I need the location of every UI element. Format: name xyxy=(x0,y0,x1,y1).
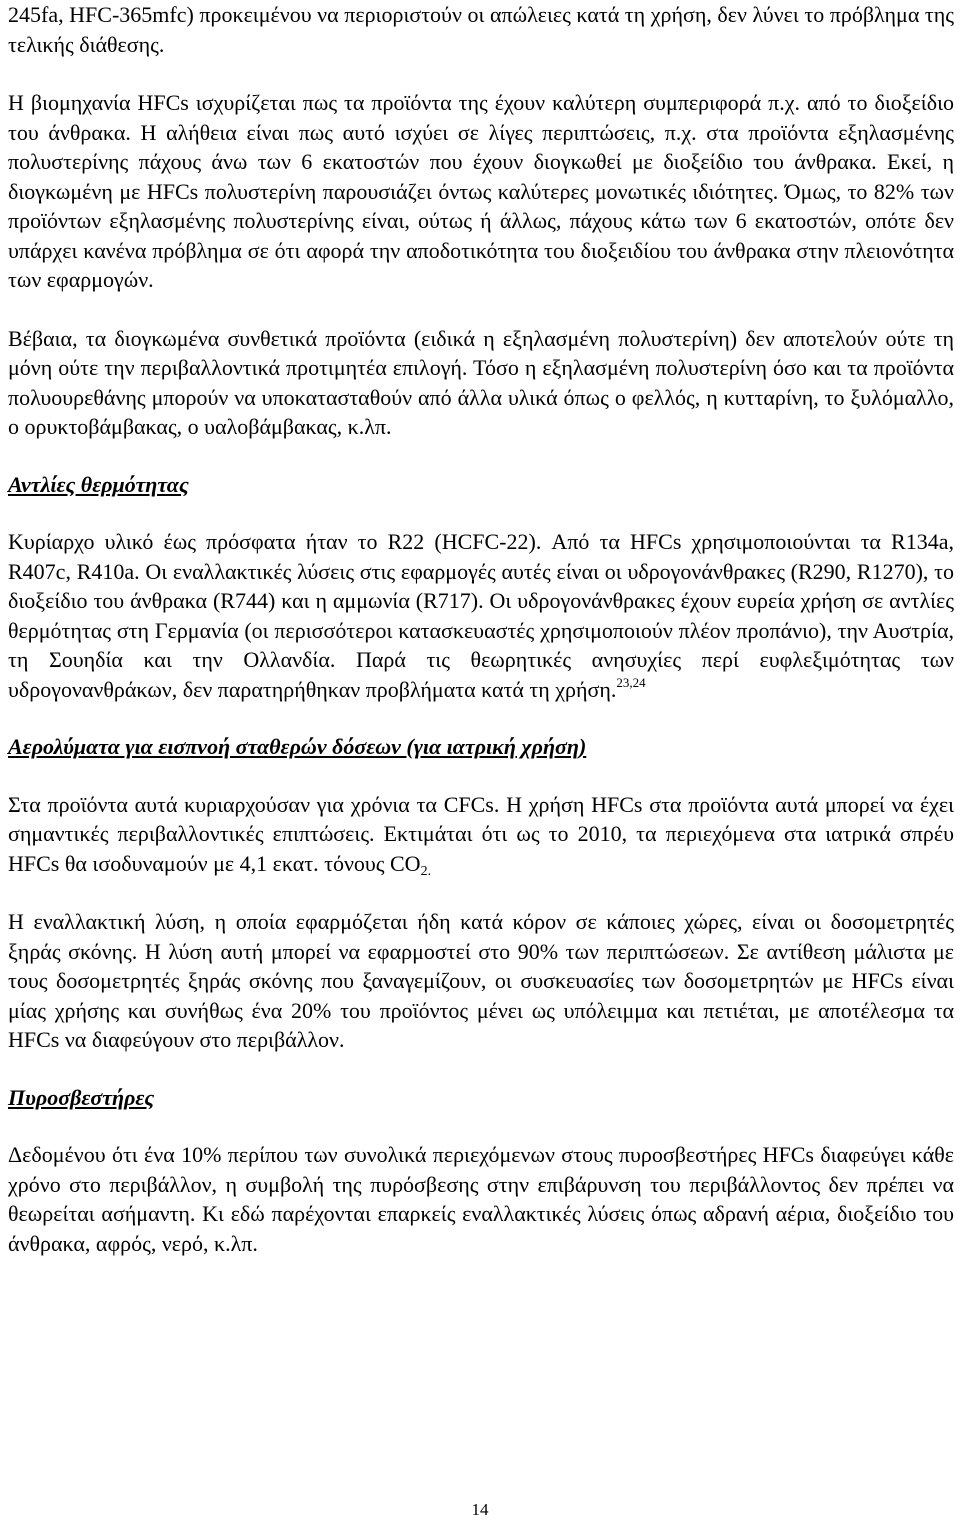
document-page xyxy=(8,0,954,1258)
heading-medical-aerosols: Αερολύματα για εισπνοή σταθερών δόσεων (για ιατρική χρήση) xyxy=(8,734,587,759)
paragraph-medical-aerosols-text: Στα προϊόντα αυτά κυριαρχούσαν για χρόνια τα CFCs. Η χρήση HFCs στα προϊόντα αυτά μπορεί να έχει σημαντικές περιβαλλοντικές επιπτώσεις. Εκτιμάται ότι ως το 2010, τα περιεχόμενα στα ιατρικά σπρέυ HFCs θα ισοδυναμούν με 4,1 εκατ. τόνους CO xyxy=(8,791,954,876)
paragraph-fire-extinguishers: Δεδομένου ότι ένα 10% περίπου των συνολικά περιεχόμενων στους πυροσβεστήρες HFCs διαφεύγει κάθε χρόνο στο περιβάλλον, η συμβολή της πυρόσβεσης στην επιβάρυνση του περιβάλλοντος δεν πρέπει να θεωρείται ασήμαντη. Κι εδώ παρέχονται επαρκείς εναλλακτικές λύσεις όπως αδρανή αέρια, διοξείδιο του άνθρακα, αφρός, νερό, κ.λπ. xyxy=(8,1142,954,1256)
paragraph-heat-pumps xyxy=(8,527,954,704)
co2-subscript: 2. xyxy=(420,863,432,879)
paragraph-final-disposal: 245fa, HFC-365mfc) προκειμένου να περιοριστούν οι απώλειες κατά τη χρήση, δεν λύνει το πρόβλημα της τελικής διάθεσης. xyxy=(8,2,954,57)
heading-fire-extinguishers: Πυροσβεστήρες xyxy=(8,1084,155,1110)
paragraph-medical-aerosols xyxy=(8,790,954,879)
paragraph-heat-pumps-text: Κυρίαρχο υλικό έως πρόσφατα ήταν το R22 (HCFC-22). Από τα HFCs χρησιμοποιούνται τα R134a, R407c, R410a. Οι εναλλακτικές λύσεις στις εφαρμογές αυτές είναι οι υδρογονάνθρακες (R290, R1270), το διοξείδιο του άνθρακα (R744) και η αμμωνία (R717). Οι υδρογονάνθρακες έχουν ευρεία χρήση σε αντλίες θερμότητας στη Γερμανία (οι περισσότεροι κατασκευαστές χρησιμοποιούν πλέον προπάνιο), την Αυστρία, τη Σουηδία και την Ολλανδία. Παρά τις θεωρητικές ανησυχίες περί ευφλεξιμότητας των υδρογονανθράκων, δεν παρατηρήθηκαν προβλήματα κατά τη χρήση. xyxy=(8,529,954,702)
paragraph-dry-powder-inhalers: Η εναλλακτική λύση, η οποία εφαρμόζεται ήδη κατά κόρον σε κάποιες χώρες, είναι οι δοσομετρητές ξηράς σκόνης. Η λύση αυτή μπορεί να εφαρμοστεί στο 90% των περιπτώσεων. Σε αντίθεση μάλιστα με τους δοσομετρητές ξηράς σκόνης που ξαναγεμίζουν, οι συσκευασίες των δοσομετρητών με HFCs είναι μίας χρήσης και συνήθως ένα 20% του προϊόντος μένει ως υπόλειμμα και πετιέται, με αποτέλεσμα τα HFCs να διαφεύγουν στο περιβάλλον. xyxy=(8,909,954,1052)
page-number: 14 xyxy=(471,1500,489,1519)
paragraph-hfc-industry-claims: Η βιομηχανία HFCs ισχυρίζεται πως τα προϊόντα της έχουν καλύτερη συμπεριφορά π.χ. από το διοξείδιο του άνθρακα. Η αλήθεια είναι πως αυτό ισχύει σε λίγες περιπτώσεις, π.χ. στα προϊόντα εξηλασμένης πολυστερίνης πάχους άνω των 6 εκατοστών που έχουν διογκωθεί με διοξείδιο του άνθρακα. Εκεί, η διογκωμένη με HFCs πολυστερίνη παρουσιάζει όντως καλύτερες μονωτικές ιδιότητες. Όμως, το 82% των προϊόντων εξηλασμένης πολυστερίνης είναι, ούτως ή άλλως, πάχους κάτω των 6 εκατοστών, οπότε δεν υπάρχει κανένα πρόβλημα σε ότι αφορά την αποδοτικότητα του διοξειδίου του άνθρακα στην πλειονότητα των εφαρμογών. xyxy=(8,90,954,292)
paragraph-alternative-materials: Βέβαια, τα διογκωμένα συνθετικά προϊόντα (ειδικά η εξηλασμένη πολυστερίνη) δεν αποτελούν ούτε τη μόνη ούτε την περιβαλλοντικά προτιμητέα επιλογή. Τόσο η εξηλασμένη πολυστερίνη όσο και τα προϊόντα πολυουρεθάνης μπορούν να υποκατασταθούν από άλλα υλικά όπως ο φελλός, η κυτταρίνη, το ξυλόμαλλο, ο ορυκτοβάμβακας, ο υαλοβάμβακας, κ.λπ. xyxy=(8,325,954,439)
heading-heat-pumps: Αντλίες θερμότητας xyxy=(8,471,189,497)
footnote-reference: 23,24 xyxy=(616,674,646,690)
